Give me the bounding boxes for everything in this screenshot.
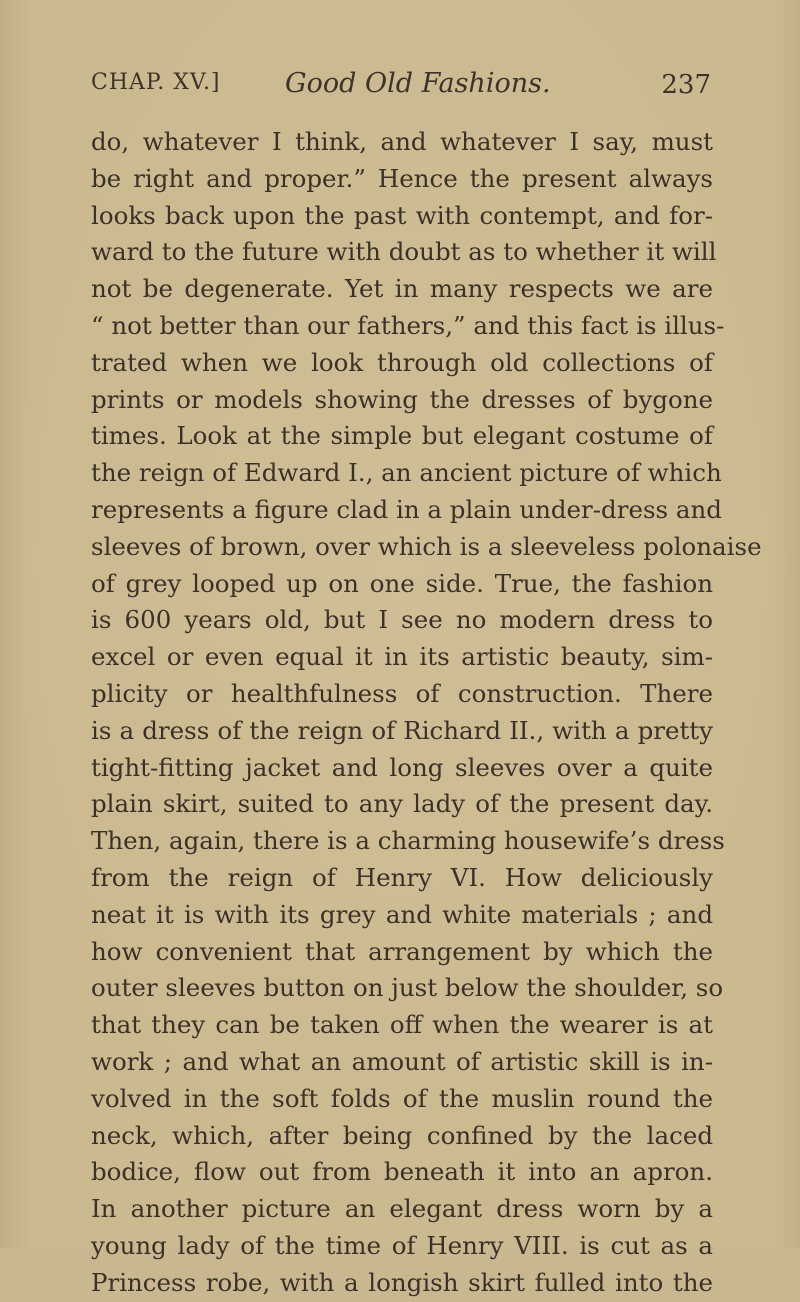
text-line: trated when we look through old collections of [91,347,713,377]
text-line: volved in the soft folds of the muslin round the [91,1083,713,1113]
text-line: is 600 years old, but I see no modern dress to [91,605,713,635]
text-line: the reign of Edward I., an ancient picture of which [91,458,722,488]
text-line: be right and proper.” Hence the present always [91,163,713,193]
text-line: outer sleeves button on just below the shoulder, so [91,973,724,1003]
text-line: tight-fitting jacket and long sleeves over a quite [91,752,713,782]
text-line: prints or models showing the dresses of bygone [91,384,713,414]
running-header [91,68,711,108]
text-line: do, whatever I think, and whatever I say, must [91,127,713,156]
text-line: Then, again, there is a charming housewife’s dress [91,826,725,856]
text-line: neat it is with its grey and white materials ; and [91,899,713,929]
text-line: neck, which, after being confined by the laced [91,1120,713,1150]
text-line: plain skirt, suited to any lady of the present day. [91,789,713,819]
text-line: of grey looped up on one side. True, the fashion [91,568,713,598]
text-line: excel or even equal it in its artistic beauty, sim- [91,642,713,672]
text-line: In another picture an elegant dress worn by a [91,1194,713,1224]
text-line: that they can be taken off when the wearer is at [91,1010,713,1040]
text-line: is a dress of the reign of Richard II., with a pretty [91,715,713,745]
running-title: Good Old Fashions. [285,68,551,99]
body-text [91,124,762,1302]
text-line: young lady of the time of Henry VIII. is cut as a [91,1230,713,1260]
text-line: looks back upon the past with contempt, and for- [91,200,713,230]
text-line: Princess robe, with a longish skirt fulled into the [91,1267,713,1297]
page-number: 237 [661,70,711,100]
text-line: represents a figure clad in a plain under-dress and [91,494,722,524]
text-line: ward to the future with doubt as to whether it will [91,237,717,267]
text-line: not be degenerate. Yet in many respects we are [91,274,713,304]
text-line: “ not better than our fathers,” and this fact is illus- [91,310,725,340]
text-line: sleeves of brown, over which is a sleeveless polonaise [91,531,762,561]
text-line: how convenient that arrangement by which the [91,936,713,966]
text-line: times. Look at the simple but elegant costume of [91,421,713,451]
text-line: work ; and what an amount of artistic skill is in- [91,1046,713,1076]
text-line: from the reign of Henry VI. How deliciously [91,862,713,892]
text-line: bodice, flow out from beneath it into an apron. [91,1157,713,1187]
chapter-label: CHAP. XV.] [91,70,221,95]
text-line: plicity or healthfulness of construction. There [91,678,713,708]
